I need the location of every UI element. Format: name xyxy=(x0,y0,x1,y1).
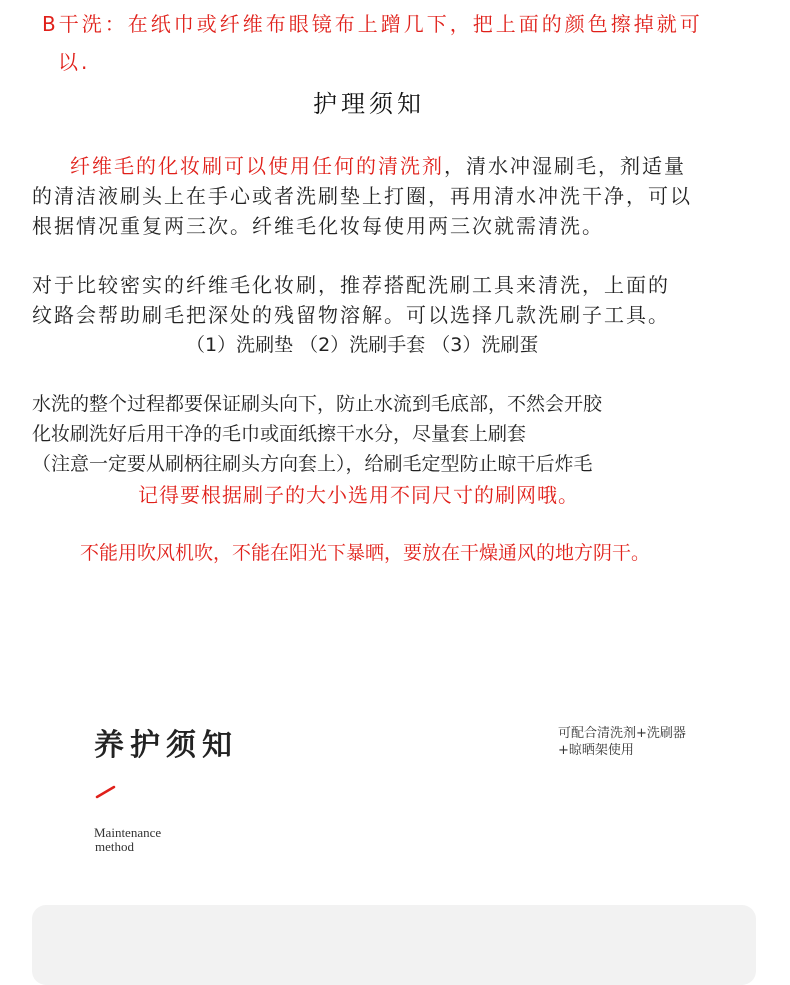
para2-line-2: 纹路会帮助刷毛把深处的残留物溶解。可以选择几款洗刷子工具。 xyxy=(32,303,670,327)
para3-red-note: 记得要根据刷子的大小选用不同尺寸的刷网哦。 xyxy=(138,483,579,507)
section-english-line-2: method xyxy=(95,839,134,854)
para1-highlight: 纤维毛的化妆刷可以使用任何的清洗剂 xyxy=(70,154,444,178)
red-slash-mark xyxy=(94,784,118,800)
section-note-line-1: 可配合清洗剂+洗刷器 xyxy=(558,726,686,741)
para3-line-1: 水洗的整个过程都要保证刷头向下，防止水流到毛底部，不然会开胶 xyxy=(32,393,603,415)
para3-line-2: 化妆刷洗好后用干净的毛巾或面纸擦干水分，尽量套上刷套 xyxy=(32,423,527,445)
para3-line-3: （注意一定要从刷柄往刷头方向套上），给刷毛定型防止晾干后炸毛 xyxy=(32,453,593,475)
section-note-line-2: +晾晒架使用 xyxy=(558,743,634,758)
para1-line-2: 的清洁液刷头上在手心或者洗刷垫上打圈，再用清水冲洗干净，可以 xyxy=(32,184,692,208)
para2-line-1: 对于比较密实的纤维毛化妆刷，推荐搭配洗刷工具来清洗，上面的 xyxy=(32,273,670,297)
section-note xyxy=(558,725,686,759)
para2-tools: （1）洗刷垫 （2）洗刷手套 （3）洗刷蛋 xyxy=(186,334,539,356)
para1-line-3: 根据情况重复两三次。纤维毛化妆每使用两三次就需清洗。 xyxy=(32,214,604,238)
intro-line-2: 以. xyxy=(58,50,91,74)
section-english-line-1: Maintenance xyxy=(94,825,162,840)
section-english-label xyxy=(94,826,161,854)
section-title: 养护须知 xyxy=(94,728,238,763)
bottom-card xyxy=(32,905,756,985)
warning-text: 不能用吹风机吹，不能在阳光下暴晒，要放在干燥通风的地方阴干。 xyxy=(80,542,651,564)
intro-line-1: B干洗：在纸巾或纤维布眼镜布上蹭几下，把上面的颜色擦掉就可 xyxy=(42,12,703,36)
para1-line-1 xyxy=(70,150,686,179)
page-title: 护理须知 xyxy=(313,90,425,118)
para1-line-1-rest: ，清水冲湿刷毛，剂适量 xyxy=(444,154,686,178)
